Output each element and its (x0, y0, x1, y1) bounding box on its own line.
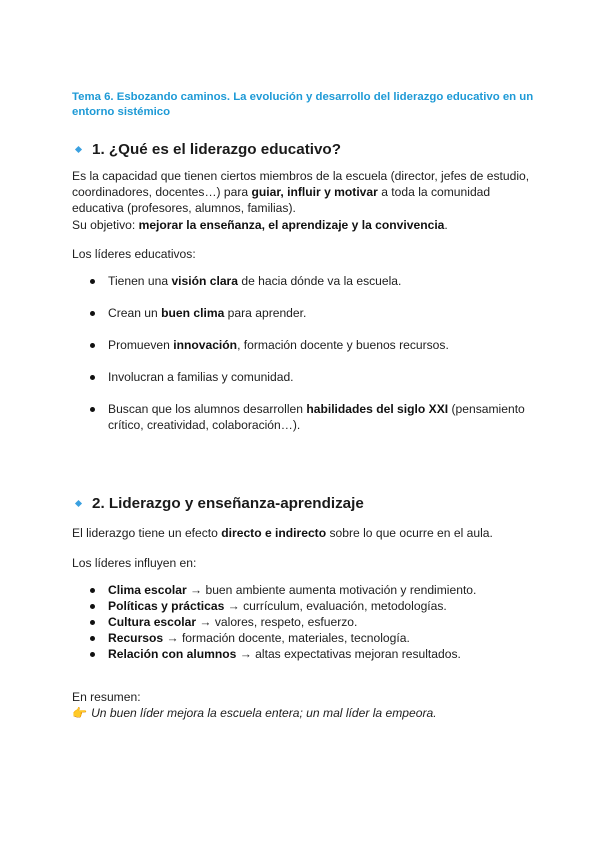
list-item: Tienen una visión clara de hacia dónde va la escuela. (90, 273, 530, 289)
bullet-dot-icon (90, 604, 95, 609)
list-item: Relación con alumnos → altas expectativas mejoran resultados. (90, 646, 530, 662)
section1-heading-text: 1. ¿Qué es el liderazgo educativo? (92, 141, 341, 158)
objective-end: . (444, 217, 448, 232)
definition-text-a: Es la capacidad que tienen ciertos miembros de la escuela (director, jefes de estudio, coordinadores, docentes…) para (72, 169, 530, 200)
document-title: Tema 6. Esbozando caminos. La evolución y desarrollo del liderazgo educativo en un entorno sistémico (72, 91, 534, 118)
list-item: Promueven innovación, formación docente y buenos recursos. (90, 337, 530, 353)
diamond-bullet-icon (75, 146, 82, 153)
bullet-dot-icon (90, 636, 95, 641)
list-item: Clima escolar → buen ambiente aumenta motivación y rendimiento. (90, 582, 530, 598)
objective-bold: mejorar la enseñanza, el aprendizaje y la convivencia (138, 217, 445, 232)
section1-heading (76, 141, 341, 158)
diamond-bullet-icon (75, 500, 82, 507)
section2-effect: El liderazgo tiene un efecto directo e indirecto sobre lo que ocurre en el aula. (72, 526, 493, 540)
bullet-dot-icon (90, 620, 95, 625)
definition-text-c: a toda la comunidad educativa (profesores, alumnos, familias). (72, 185, 491, 216)
definition-bold: guiar, influir y motivar (251, 185, 378, 200)
objective-label: Su objetivo: (72, 217, 139, 232)
summary-label: En resumen: (72, 690, 141, 704)
bullet-dot-icon (90, 588, 95, 593)
list-item: Buscan que los alumnos desarrollen habilidades del siglo XXI (pensamiento crítico, creatividad, colaboración…). (90, 401, 530, 433)
bullet-dot-icon (90, 279, 95, 284)
section1-definition (72, 168, 542, 233)
list-item: Cultura escolar → valores, respeto, esfuerzo. (90, 614, 530, 630)
summary (72, 689, 542, 721)
bullet-dot-icon (90, 375, 95, 380)
pointing-hand-icon: 👉 (72, 706, 88, 721)
leaders-intro: Los líderes educativos: (72, 247, 196, 261)
list-item: Recursos → formación docente, materiales, tecnología. (90, 630, 530, 646)
influence-intro: Los líderes influyen en: (72, 556, 197, 570)
summary-text: Un buen líder mejora la escuela entera; un mal líder la empeora. (91, 706, 437, 721)
bullet-dot-icon (90, 407, 95, 412)
bullet-dot-icon (90, 343, 95, 348)
bullet-dot-icon (90, 311, 95, 316)
list-item: Crean un buen clima para aprender. (90, 305, 530, 321)
list-item: Involucran a familias y comunidad. (90, 369, 530, 385)
section2-heading (76, 495, 364, 512)
list-item: Políticas y prácticas → currículum, evaluación, metodologías. (90, 598, 530, 614)
bullet-dot-icon (90, 652, 95, 657)
section2-heading-text: 2. Liderazgo y enseñanza-aprendizaje (92, 495, 364, 512)
